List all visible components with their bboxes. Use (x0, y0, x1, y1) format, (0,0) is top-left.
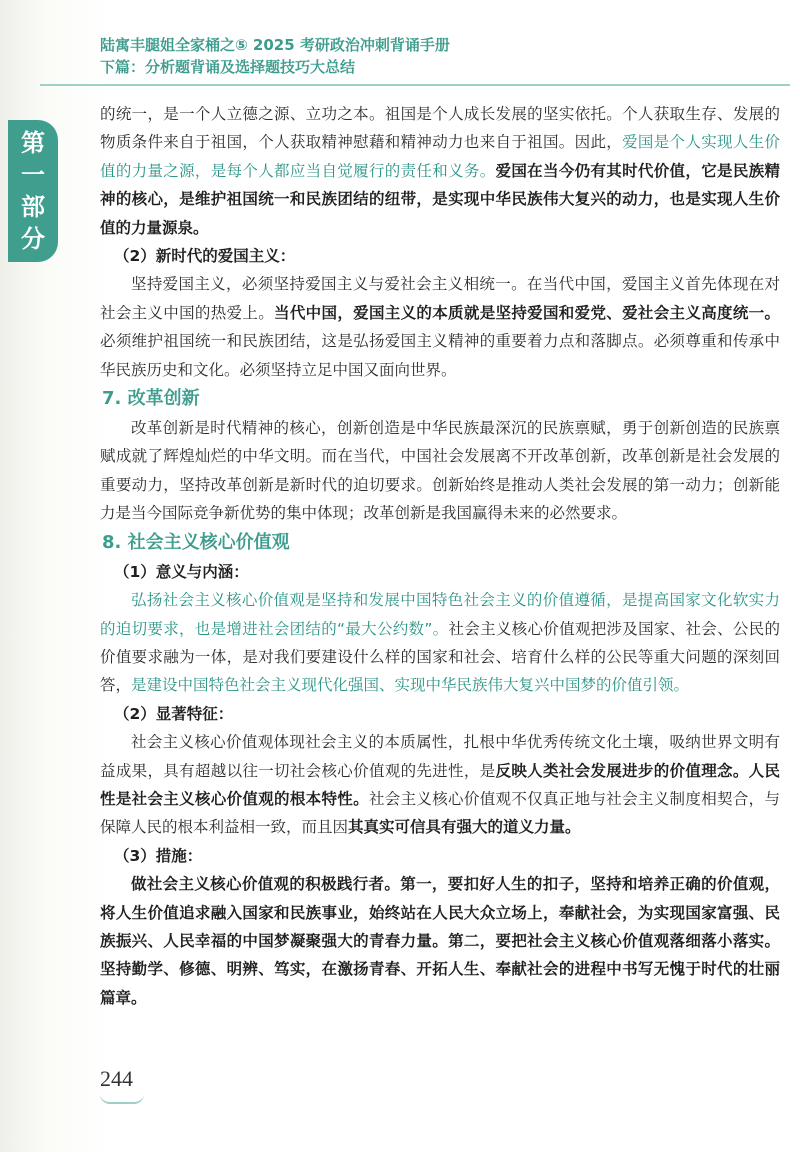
text-run: 的统一，是一个人立德之源、立功之本。祖国是个人成长发展的坚实依托。个人获取生存、发展的物质条件来自于祖国，个人获取精神慰藉和精神动力也来自于祖国。因此， (100, 105, 780, 152)
bold-text: 其真实可信具有强大的道义力量。 (348, 818, 581, 837)
part-tab-char: 部 (21, 193, 45, 221)
text-run: 社会主义核心价值观把涉及国家、社会、公民的价值要求融为一体，是对我们要建设什么样的国家和社会、培育什么样的公民等重大问题的深刻回答， (100, 619, 780, 695)
highlight-text: 是建设中国特色社会主义现代化强国、实现中华民族伟大复兴中国梦的价值引领。 (131, 676, 690, 695)
bold-text: 反映人类社会发展进步的价值理念。人民性是社会主义核心价值观的根本特性。 (100, 761, 780, 808)
page-number: 244 (100, 1066, 133, 1091)
header-divider (40, 84, 790, 86)
header-subtitle: 下篇：分析题背诵及选择题技巧大总结 (100, 58, 356, 76)
header-title: 陆寓丰腿姐全家桶之⑤ 2025 考研政治冲刺背诵手册 (100, 36, 450, 54)
text-run: 社会主义核心价值观体现社会主义的本质属性，扎根中华优秀传统文化土壤，吸纳世界文明有益成果，具有超越以往一切社会核心价值观的先进性，是 (100, 733, 780, 780)
part-tab (8, 120, 58, 262)
paragraph-reform-innovation: 改革创新是时代精神的核心，创新创造是中华民族最深沉的民族禀赋，勇于创新创造的民族禀赋成就了辉煌灿烂的中华文明。而在当代，中国社会发展离不开改革创新，改革创新是社会发展的重要动力，坚持改革创新是新时代的迫切要求。创新始终是推动人类社会发展的第一动力；创新能力是当今国际竞争新优势的集中体现；改革创新是我国赢得未来的必然要求。 (100, 419, 780, 523)
highlight-text: 爱国是个人实现人生价值的力量之源，是每个人都应当自觉履行的责任和义务。 (100, 133, 780, 180)
paragraph-measures: 做社会主义核心价值观的积极践行者。第一，要扣好人生的扣子，坚持和培养正确的价值观，将人生价值追求融入国家和民族事业，始终站在人民大众立场上，奉献社会，为实现国家富强、民族振兴、人民幸福的中国梦凝聚强大的青春力量。第二，要把社会主义核心价值观落细落小落实。坚持勤学、修德、明辨、笃实，在激扬青春、开拓人生、奉献社会的进程中书写无愧于时代的壮丽篇章。 (100, 875, 780, 1007)
subheading-new-era-patriotism: （2）新时代的爱国主义： (114, 247, 296, 266)
part-tab-char: 第 (21, 129, 45, 157)
subheading-features: （2）显著特征： (114, 704, 234, 723)
paragraph-patriotism-value (100, 100, 780, 242)
bold-text: 当代中国，爱国主义的本质就是坚持爱国和爱党、爱社会主义高度统一。 (274, 303, 780, 322)
paragraph-features (100, 728, 780, 842)
section-heading-reform-innovation: 7. 改革创新 (102, 388, 200, 410)
running-header (100, 34, 760, 78)
page-number-ornament (100, 1094, 144, 1104)
subheading-measures: （3）措施： (114, 846, 203, 865)
text-run: 社会主义核心价值观不仅真正地与社会主义制度相契合，与保障人民的根本利益相一致，而且因 (100, 789, 780, 837)
paragraph-meaning (100, 586, 780, 700)
section-heading-core-values: 8. 社会主义核心价值观 (102, 531, 290, 553)
paragraph-new-era-patriotism (100, 270, 780, 384)
part-tab-char: 一 (21, 161, 45, 189)
subheading-meaning: （1）意义与内涵： (114, 562, 249, 581)
page-body (100, 100, 780, 1012)
part-tab-char: 分 (21, 225, 45, 253)
text-run: 坚持爱国主义，必须坚持爱国主义与爱社会主义相统一。在当代中国，爱国主义首先体现在对社会主义中国的热爱上。 (100, 275, 780, 322)
text-run: 必须维护祖国统一和民族团结，这是弘扬爱国主义精神的重要着力点和落脚点。必须尊重和传承中华民族历史和文化。必须坚持立足中国又面向世界。 (100, 332, 780, 379)
highlight-text: 弘扬社会主义核心价值观是坚持和发展中国特色社会主义的价值遵循，是提高国家文化软实力的迫切要求，也是增进社会团结的“最大公约数”。 (100, 591, 780, 638)
bold-text: 爱国在当今仍有其时代价值，它是民族精神的核心，是维护祖国统一和民族团结的纽带，是实现中华民族伟大复兴的动力，也是实现人生价值的力量源泉。 (100, 161, 780, 237)
